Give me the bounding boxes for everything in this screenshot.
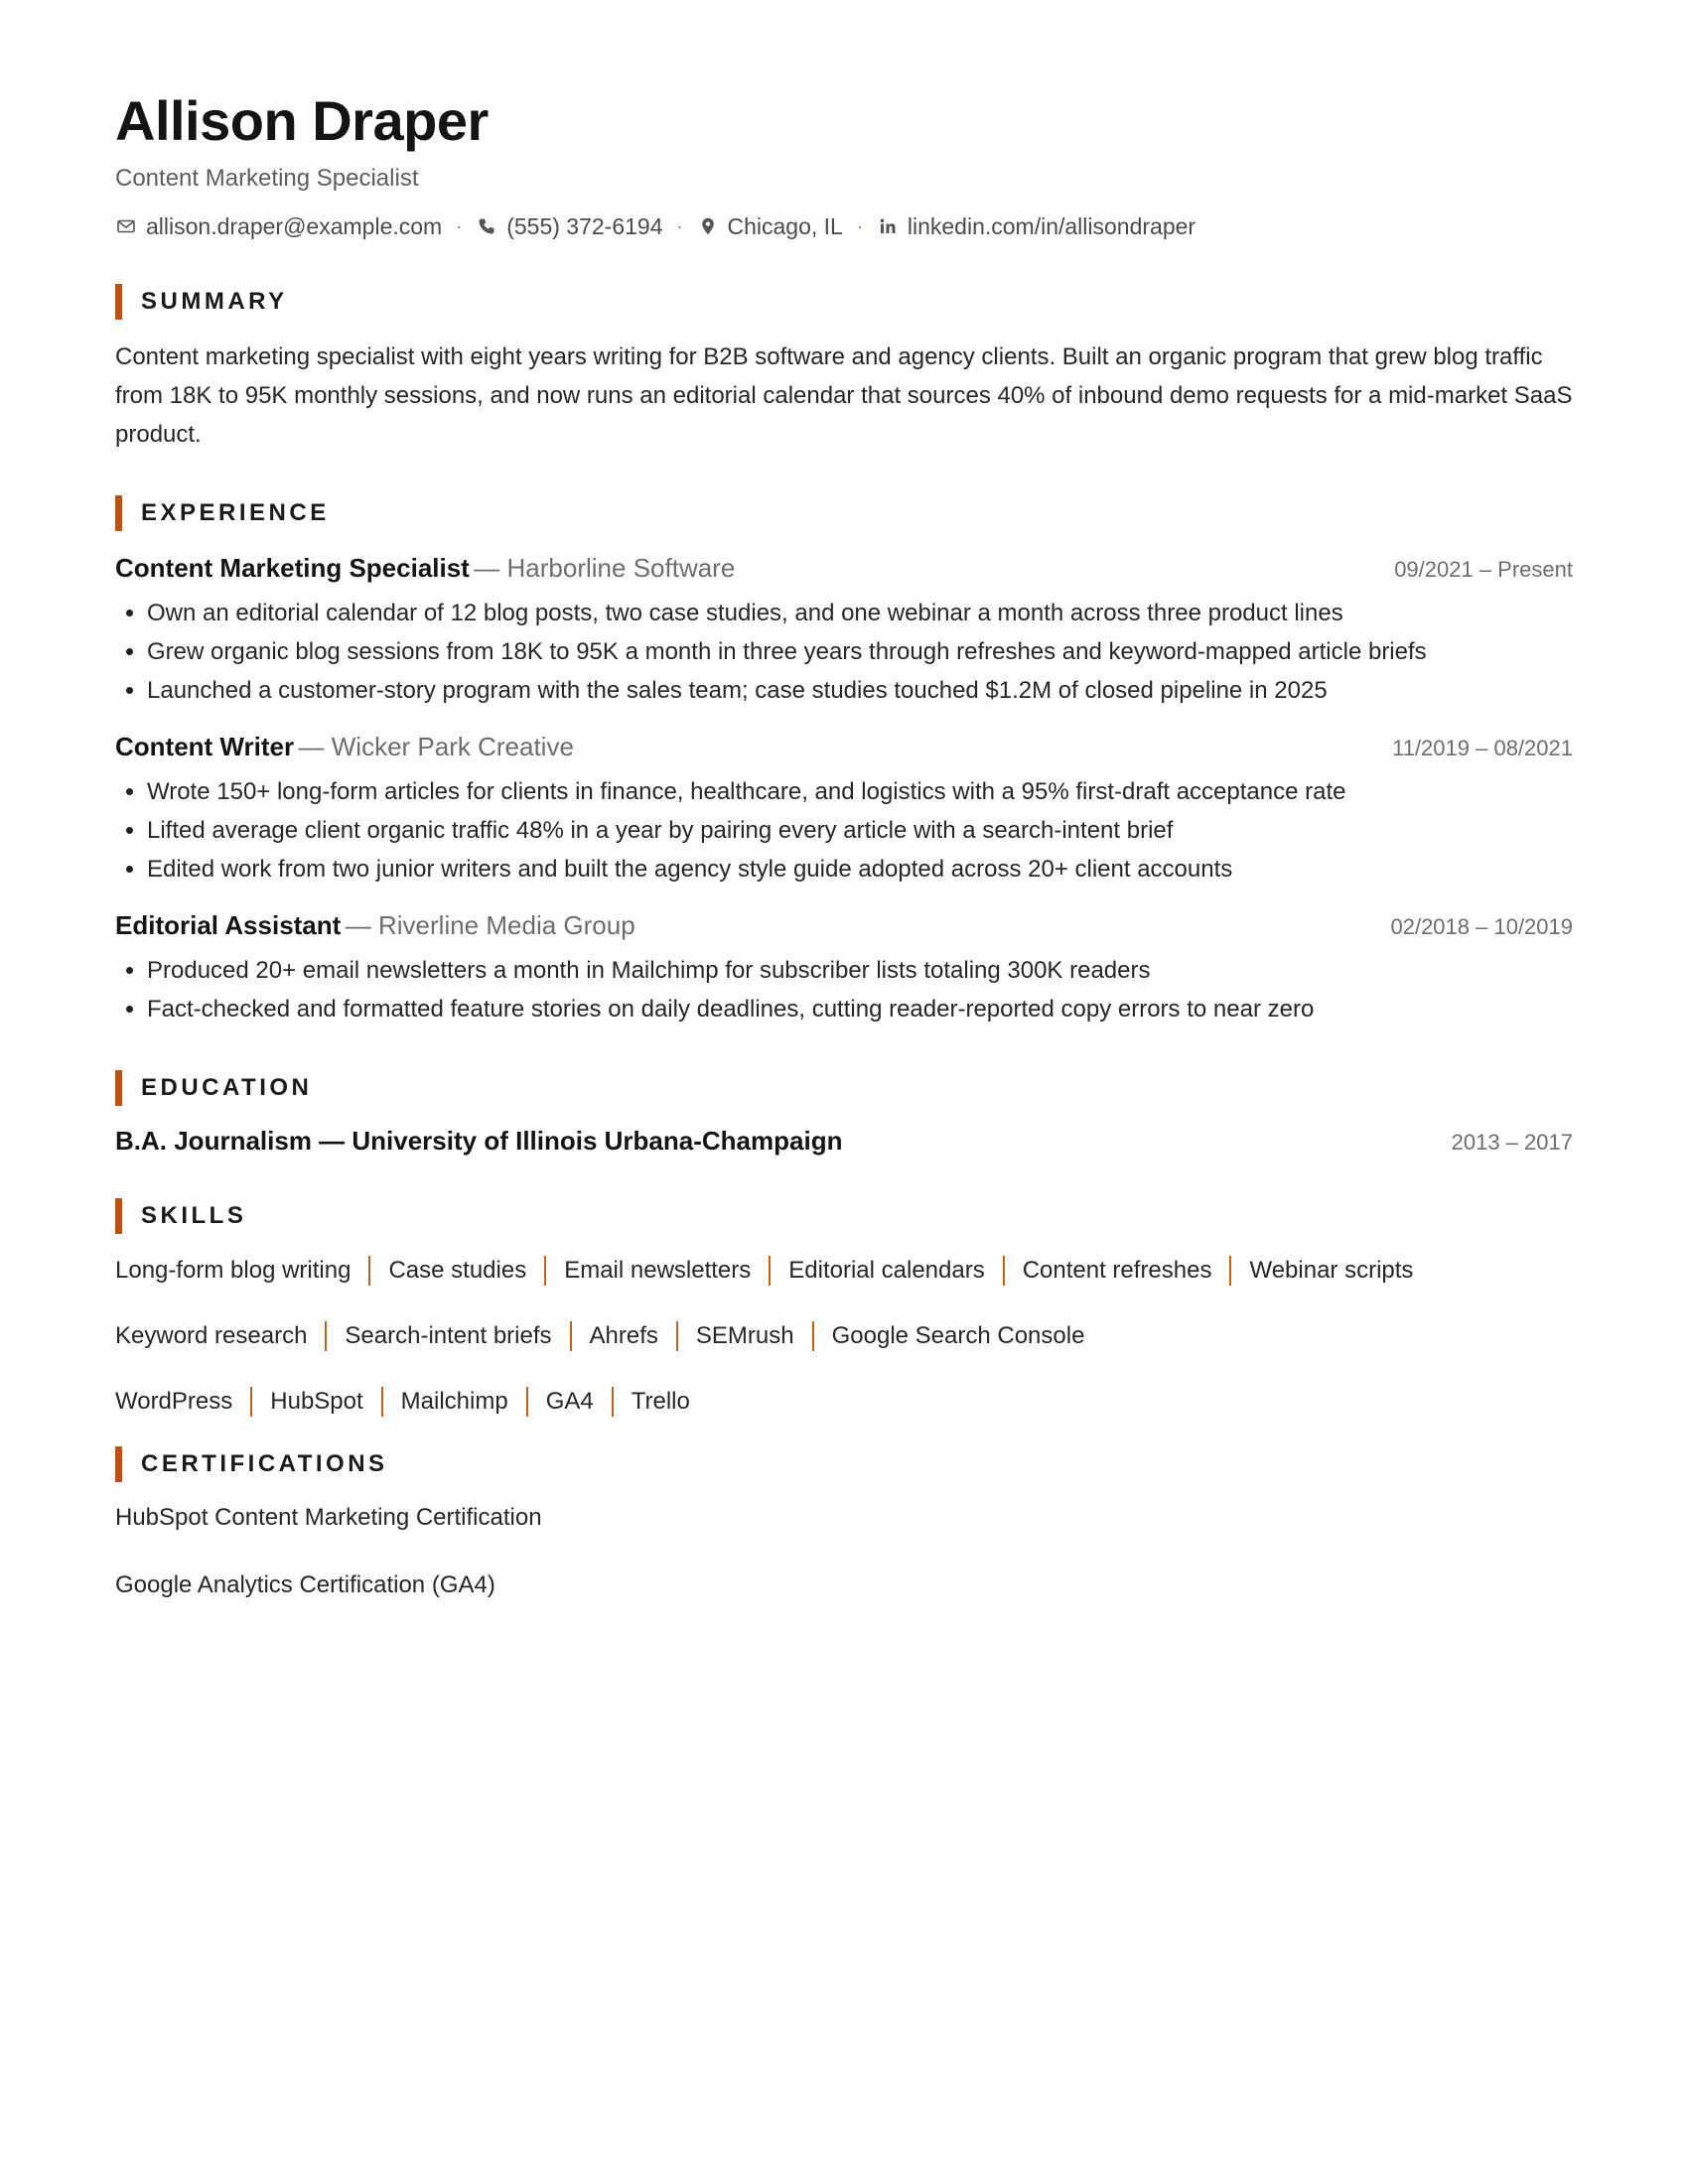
experience-section xyxy=(115,495,1573,1028)
skill-divider xyxy=(812,1321,814,1351)
section-heading xyxy=(115,1446,1573,1482)
contact-separator: · xyxy=(856,216,863,236)
job-bullets xyxy=(115,772,1573,888)
section-accent-bar xyxy=(115,284,122,320)
contact-bar xyxy=(115,210,1573,242)
skill-item: Google Search Console xyxy=(831,1322,1085,1349)
job-title-line xyxy=(115,910,635,941)
education-entry xyxy=(115,1126,1573,1157)
section-heading xyxy=(115,1198,1573,1234)
skills-list xyxy=(115,1248,1573,1425)
education-degree: B.A. Journalism — University of Illinois Urbana-Champaign xyxy=(115,1126,843,1156)
contact-phone[interactable] xyxy=(476,210,662,242)
education-title: EDUCATION xyxy=(141,1074,313,1101)
job-entry xyxy=(115,553,1573,710)
skill-item: Ahrefs xyxy=(589,1322,658,1349)
section-heading xyxy=(115,1070,1573,1106)
skills-section xyxy=(115,1198,1573,1425)
job-bullets xyxy=(115,594,1573,710)
skill-divider xyxy=(325,1321,327,1351)
certifications-title: CERTIFICATIONS xyxy=(141,1450,388,1477)
skill-divider xyxy=(526,1387,528,1417)
contact-linkedin-text: linkedin.com/in/allisondraper xyxy=(907,213,1196,239)
skill-row xyxy=(115,1248,1573,1294)
job-entry xyxy=(115,910,1573,1028)
contact-separator: · xyxy=(456,216,463,236)
job-dates: 09/2021 – Present xyxy=(1394,557,1573,582)
section-accent-bar xyxy=(115,1446,122,1482)
job-title-line xyxy=(115,553,735,584)
summary-title: SUMMARY xyxy=(141,288,288,315)
job-bullet: • Produced 20+ email newsletters a month in Mailchimp for subscriber lists totaling 300K readers xyxy=(147,951,1573,990)
experience-title: EXPERIENCE xyxy=(141,499,330,526)
job-entry xyxy=(115,732,1573,888)
job-dates: 02/2018 – 10/2019 xyxy=(1390,914,1573,939)
skill-item: Content refreshes xyxy=(1022,1257,1212,1284)
job-bullet: • Launched a customer-story program with the sales team; case studies touched $1.2M of closed pipeline in 2025 xyxy=(147,671,1573,710)
job-title: Content Marketing Specialist xyxy=(115,553,470,583)
contact-phone-text: (555) 372-6194 xyxy=(506,213,663,239)
certification-item: Google Analytics Certification (GA4) xyxy=(115,1571,495,1598)
job-separator: — xyxy=(298,732,325,761)
job-bullet: • Grew organic blog sessions from 18K to 95K a month in three years through refreshes and keyword-mapped article briefs xyxy=(147,632,1573,671)
contact-linkedin[interactable] xyxy=(877,210,1196,242)
skill-divider xyxy=(1229,1256,1231,1286)
job-company: Riverline Media Group xyxy=(378,910,635,940)
job-company: Harborline Software xyxy=(506,553,736,583)
skill-item: Trello xyxy=(631,1388,690,1415)
contact-location xyxy=(697,210,843,242)
job-bullet: • Edited work from two junior writers and built the agency style guide adopted across 20+ client accounts xyxy=(147,850,1573,888)
section-accent-bar xyxy=(115,1198,122,1234)
candidate-role: Content Marketing Specialist xyxy=(115,165,419,192)
skill-item: GA4 xyxy=(545,1388,594,1415)
job-title: Content Writer xyxy=(115,732,295,761)
map-pin-icon xyxy=(697,215,719,237)
job-bullet: • Lifted average client organic traffic 48% in a year by pairing every article with a search-intent brief xyxy=(147,811,1573,850)
job-title: Editorial Assistant xyxy=(115,910,342,940)
job-title-line xyxy=(115,732,574,762)
summary-section xyxy=(115,284,1573,454)
skill-divider xyxy=(1003,1256,1005,1286)
job-bullet: • Fact-checked and formatted feature stories on daily deadlines, cutting reader-reported copy errors to near zero xyxy=(147,990,1573,1028)
skill-item: WordPress xyxy=(115,1388,233,1415)
skill-item: Webinar scripts xyxy=(1249,1257,1414,1284)
summary-text: Content marketing specialist with eight years writing for B2B software and agency clients. Built an organic program that grew blog traffic from 18K to 95K monthly sessions, and now runs an editorial calendar that sources 40% of inbound demo requests for a mid-market SaaS product. xyxy=(115,343,1573,448)
phone-icon xyxy=(476,215,497,237)
skill-item: Editorial calendars xyxy=(788,1257,985,1284)
skill-divider xyxy=(250,1387,252,1417)
contact-email[interactable] xyxy=(115,210,442,242)
job-header xyxy=(115,910,1573,941)
contact-separator: · xyxy=(676,216,683,236)
mail-icon xyxy=(115,215,137,237)
education-section xyxy=(115,1070,1573,1157)
skill-divider xyxy=(544,1256,546,1286)
section-accent-bar xyxy=(115,495,122,531)
job-separator: — xyxy=(345,910,371,940)
skill-item: Keyword research xyxy=(115,1322,308,1349)
skill-divider xyxy=(381,1387,383,1417)
job-bullet: • Own an editorial calendar of 12 blog posts, two case studies, and one webinar a month across three product lines xyxy=(147,594,1573,632)
job-header xyxy=(115,553,1573,584)
certifications-section xyxy=(115,1446,1573,1601)
section-heading xyxy=(115,495,1573,531)
certification-item: HubSpot Content Marketing Certification xyxy=(115,1504,542,1531)
job-header xyxy=(115,732,1573,762)
section-heading xyxy=(115,284,1573,320)
skill-divider xyxy=(368,1256,370,1286)
candidate-name: Allison Draper xyxy=(115,89,489,152)
skill-row xyxy=(115,1379,1573,1425)
education-dates: 2013 – 2017 xyxy=(1451,1130,1573,1155)
skill-item: SEMrush xyxy=(695,1322,794,1349)
skill-item: Case studies xyxy=(388,1257,527,1284)
skill-item: Search-intent briefs xyxy=(345,1322,552,1349)
skill-row xyxy=(115,1313,1573,1359)
skill-item: HubSpot xyxy=(270,1388,363,1415)
skill-divider xyxy=(612,1387,614,1417)
contact-email-text: allison.draper@example.com xyxy=(146,213,443,239)
skill-divider xyxy=(570,1321,572,1351)
job-bullets xyxy=(115,951,1573,1028)
section-accent-bar xyxy=(115,1070,122,1106)
skill-divider xyxy=(676,1321,678,1351)
skill-item: Mailchimp xyxy=(400,1388,508,1415)
job-separator: — xyxy=(474,553,500,583)
skills-title: SKILLS xyxy=(141,1202,247,1229)
skill-item: Long-form blog writing xyxy=(115,1257,352,1284)
contact-location-text: Chicago, IL xyxy=(727,213,843,239)
skill-divider xyxy=(769,1256,771,1286)
job-company: Wicker Park Creative xyxy=(331,732,574,761)
job-bullet: • Wrote 150+ long-form articles for clients in finance, healthcare, and logistics with a 95% first-draft acceptance rate xyxy=(147,772,1573,811)
skill-item: Email newsletters xyxy=(564,1257,752,1284)
linkedin-icon xyxy=(877,215,899,237)
job-dates: 11/2019 – 08/2021 xyxy=(1392,736,1573,760)
